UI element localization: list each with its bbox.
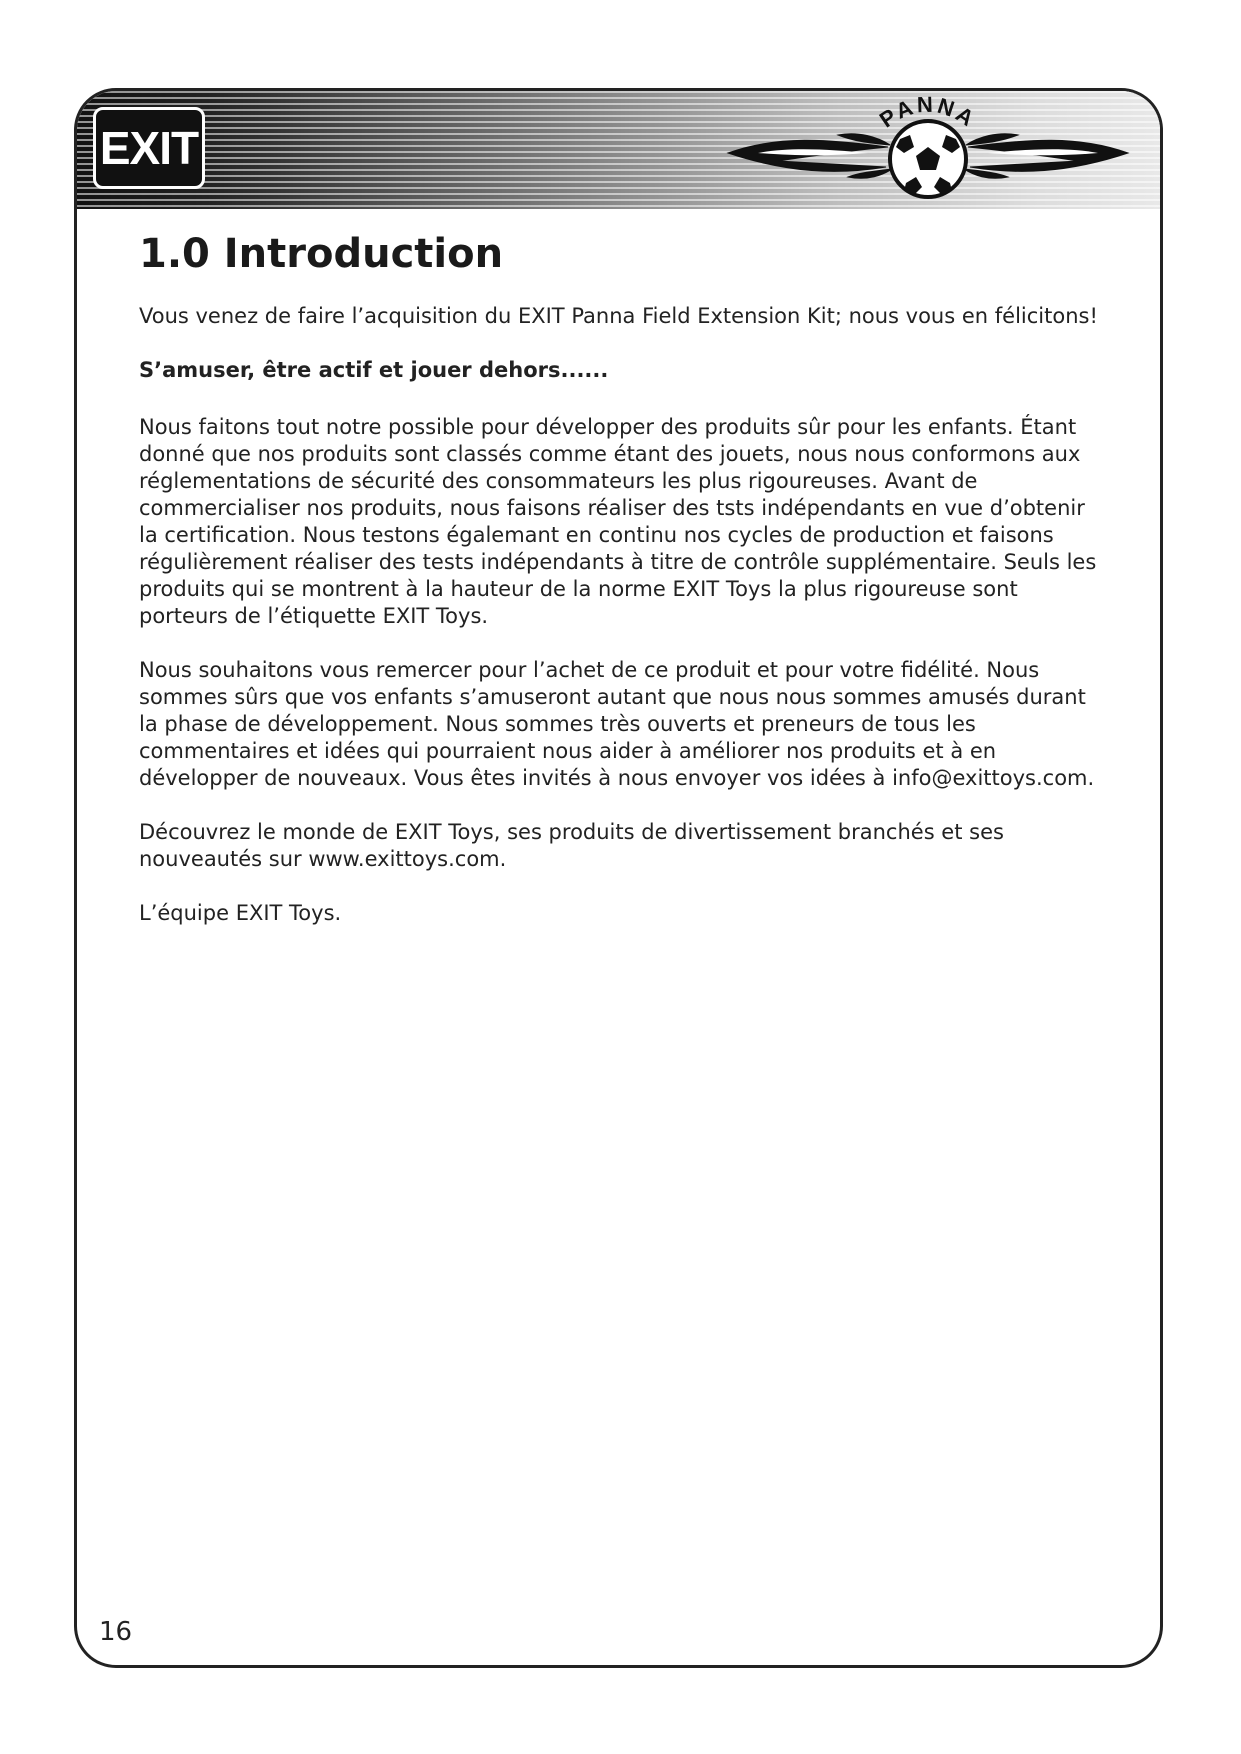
safety-paragraph: Nous faitons tout notre possible pour développer des produits sûr pour les enfants. Étant donné que nos produits sont classés comme étant des jouets, nous nous conformons aux réglementations de sécurité des consommateurs les plus rigoureuses. Avant de commercialiser nos produits, nous faisons réaliser des tsts indépendants en vue d’obtenir la certification. Nous testons égalemant en continu nos cycles de production et faisons régulièrement réaliser des tests indépendants à titre de contrôle supplémentaire. Seuls les produits qui se montrent à la hauteur de la norme EXIT Toys la plus rigoureuse sont porteurs de l’étiquette EXIT Toys. [139,415,1097,628]
signature-paragraph: L’équipe EXIT Toys. [139,901,342,925]
football-icon [890,121,966,197]
right-flames-graphic [964,134,1128,179]
exit-logo [93,107,205,189]
left-flames-graphic [728,134,892,179]
discover-paragraph: Découvrez le monde de EXIT Toys, ses produits de divertissement branchés et ses nouveautés sur www.exittoys.com. [139,820,1004,871]
header-band [77,91,1160,209]
section-title: 1.0 Introduction [139,231,504,277]
thanks-paragraph: Nous souhaitons vous remercer pour l’achet de ce produit et pour votre fidélité. Nous sommes sûrs que vos enfants s’amuseront autant que nous nous sommes amusés durant la phase de développement. Nous sommes très ouverts et preneurs de tous les commentaires et idées qui pourraient nous aider à améliorer nos produits et à en développer de nouveaux. Vous êtes invités à nous envoyer vos idées à info@exittoys.com. [139,658,1095,790]
main-content [139,231,1099,954]
panna-emblem-text: PANNA [874,95,981,133]
page-frame [74,88,1163,1668]
intro-paragraph: Vous venez de faire l’acquisition du EXIT Panna Field Extension Kit; nous vous en félicitons! [139,304,1098,328]
panna-emblem [718,95,1138,207]
page-number: 16 [99,1617,133,1647]
tagline-paragraph: S’amuser, être actif et jouer dehors...... [139,358,609,382]
exit-logo-text: EXIT [99,122,199,174]
